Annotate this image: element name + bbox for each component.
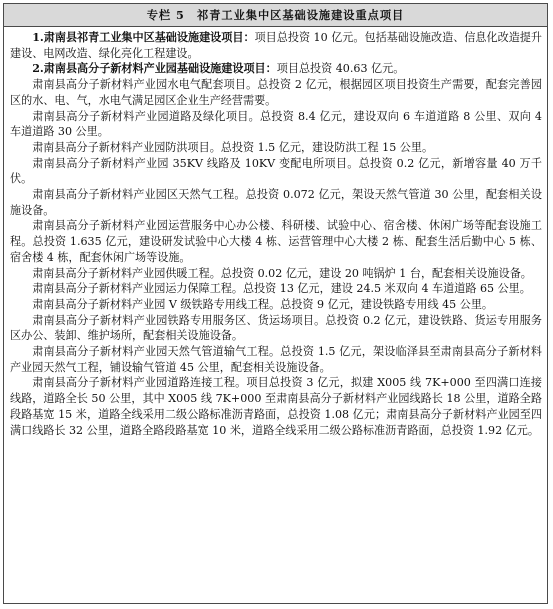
paragraph-transport-capacity: 肃南县高分子新材料产业园运力保障工程。总投资 13 亿元，建设 24.5 米双向 4 车道道路 65 公里。: [32, 282, 531, 296]
project-box: [3, 3, 548, 604]
paragraph-gas-pipeline: 肃南县高分子新材料产业园天然气管道输气工程。总投资 1.5 亿元，架设临泽县至肃南县高分子新材料产业园天然气工程，铺设输气管道 45 公里，配套相关设施设备。: [10, 345, 542, 374]
section-1-heading: 1.肃南县祁青工业集中区基础设施建设项目：: [32, 31, 255, 44]
paragraph-road-connection: 肃南县高分子新材料产业园道路连接工程。项目总投资 3 亿元，拟建 X005 线 7K+000 至四满口连接线路，道路全长 50 公里，其中 X005 线 7K+000 至肃南县高分子新材料产业园线路长 18 公里，道路全路段路基宽 15 米，道路全线采用二级公路标准沥青路面，总投资 1.08 亿元；肃南县高分子新材料产业园至四满口线路长 32 公里，道路全路段路基宽 10 米，道路全线采用二级公路标准沥青路面，总投资 1.92 亿元。: [10, 376, 542, 437]
box-title: 专栏 5 祁青工业集中区基础设施建设重点项目: [4, 4, 547, 27]
section-2-heading: 2.肃南县高分子新材料产业园基础设施建设项目：: [32, 62, 277, 76]
section-2-text: 项目总投资 40.63 亿元。: [276, 62, 405, 76]
paragraph-heating: 肃南县高分子新材料产业园供暖工程。总投资 0.02 亿元，建设 20 吨锅炉 1 台，配套相关设施设备。: [32, 266, 532, 280]
box-content: [4, 27, 547, 438]
paragraph-flood-control: 肃南县高分子新材料产业园防洪项目。总投资 1.5 亿元，建设防洪工程 15 公里。: [32, 140, 434, 154]
section-1: [10, 30, 542, 61]
paragraph-power-line: 肃南县高分子新材料产业园 35KV 线路及 10KV 变配电所项目。总投资 0.2 亿元，新增容量 40 万千伏。: [10, 156, 542, 186]
paragraph-road-greening: 肃南县高分子新材料产业园道路及绿化项目。总投资 8.4 亿元，建设双向 6 车道道路 8 公里、双向 4 车道道路 30 公里。: [10, 109, 542, 139]
paragraph-natural-gas: 肃南县高分子新材料产业园区天然气工程。总投资 0.072 亿元，架设天然气管道 30 公里，配套相关设施设备。: [10, 188, 542, 217]
paragraph-railway-line: 肃南县高分子新材料产业园 Ⅴ 级铁路专用线工程。总投资 9 亿元，建设铁路专用线 45 公里。: [32, 297, 494, 311]
section-1-text: 项目总投资 10 亿元。包括基础设施改造、信息化改造提升建设、电网改造、绿化亮化工程建设。: [10, 31, 542, 60]
paragraph-service-center: 肃南县高分子新材料产业园运营服务中心办公楼、科研楼、试验中心、宿舍楼、休闲广场等配套设施工程。总投资 1.635 亿元，建设研发试验中心大楼 4 栋、运营管理中心大楼 2 栋、配套生活后勤中心 5 栋、宿舍楼 4 栋，配套休闲广场等设施。: [10, 219, 542, 264]
section-2: [10, 61, 542, 77]
paragraph-railway-service-area: 肃南县高分子新材料产业园铁路专用服务区、货运场项目。总投资 0.2 亿元，建设铁路、货运专用服务区办公、装卸、维护场所，配套相关设施设备。: [10, 313, 542, 343]
paragraph-water-power-gas: 肃南县高分子新材料产业园水电气配套项目。总投资 2 亿元，根据园区项目投资生产需要，配套完善园区的水、电、气，水电气满足园区企业生产经营需要。: [10, 78, 542, 107]
